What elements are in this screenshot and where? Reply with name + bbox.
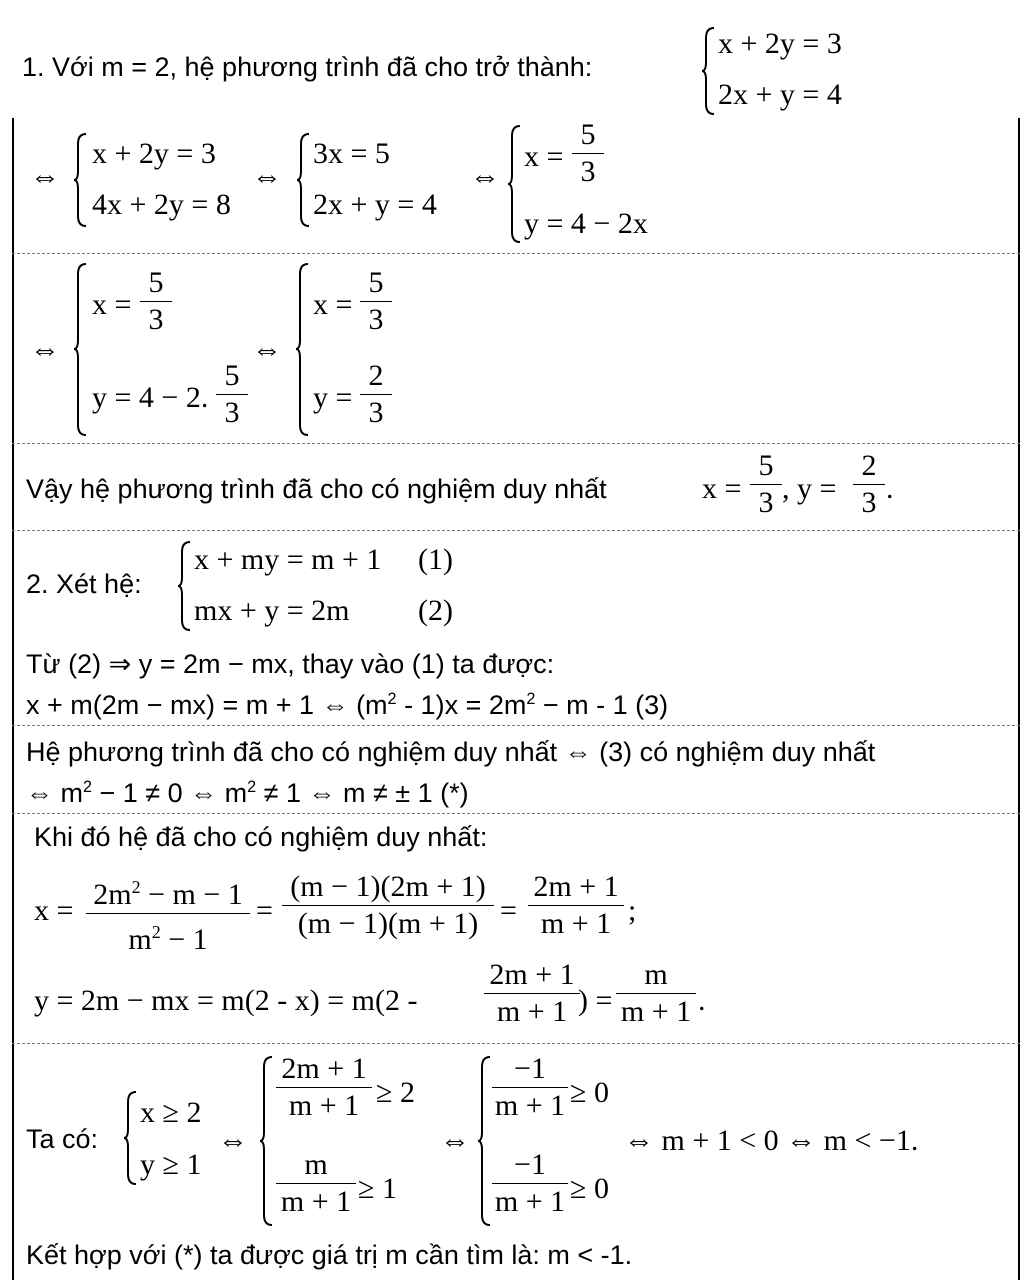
brace <box>124 1090 138 1186</box>
system-eq: 3x = 5 <box>313 137 390 170</box>
intro-text: 1. Với m = 2, hệ phương trình đã cho trở thành: <box>22 52 593 82</box>
iff-symbol: ⇔ <box>440 1124 470 1157</box>
iff-symbol: ⇔ <box>218 1124 248 1157</box>
semicolon: ; <box>628 894 637 927</box>
row-divider <box>12 813 1020 814</box>
brace <box>508 124 522 244</box>
brace <box>478 1055 492 1227</box>
fraction: m m + 1 <box>616 958 696 1029</box>
fraction: 5 3 <box>360 266 392 337</box>
row-divider <box>12 530 1020 531</box>
system-eq: 4x + 2y = 8 <box>92 188 231 221</box>
system-eq: x + 2y = 3 <box>718 27 842 60</box>
fraction: 2m + 1 m + 1 <box>528 870 624 941</box>
x-lhs: x = <box>34 894 74 927</box>
fraction: 2 3 <box>360 359 392 430</box>
fraction: 5 3 <box>216 359 248 430</box>
period: . <box>698 984 706 1017</box>
fraction: −1 m + 1 <box>492 1052 568 1123</box>
brace <box>702 26 716 116</box>
iff-symbol: ⇔ <box>252 160 282 193</box>
system-eq: x = <box>92 288 132 321</box>
inequality: ≥ 2 <box>376 1076 415 1109</box>
system-eq: y = 4 − 2. <box>92 381 209 414</box>
system-eq: 2x + y = 4 <box>718 78 842 111</box>
inequality: ≥ 0 <box>570 1076 609 1109</box>
row-divider <box>12 443 1020 444</box>
unique-condition: Hệ phương trình đã cho có nghiệm duy nhất ⇔ (3) có nghiệm duy nhất <box>26 737 876 767</box>
y-expression: y = 2m − mx = m(2 - x) = m(2 - <box>34 984 418 1017</box>
inequality: ≥ 0 <box>570 1172 609 1205</box>
unique-condition-2: ⇔ $m^2 - 1 \ne 0$ ⇔ $m^2 \ne 1$ ⇔ m ≠ ± 1 (*) <box>26 778 469 808</box>
fraction: 2m + 1 m + 1 <box>484 958 580 1029</box>
khi-do-text: Khi đó hệ đã cho có nghiệm duy nhất: <box>34 822 488 852</box>
eq-tag: (1) <box>418 543 453 576</box>
row-divider <box>12 725 1020 726</box>
condition-y: y ≥ 1 <box>140 1148 202 1181</box>
fraction: m m + 1 <box>276 1148 356 1219</box>
brace <box>74 262 88 437</box>
y-close: ) = <box>578 984 613 1017</box>
iff-symbol: ⇔ <box>30 333 60 366</box>
fraction: $2m^2 - m - 1$ $m^2 - 1$ <box>86 870 250 957</box>
fraction: 2m + 1 m + 1 <box>276 1052 372 1123</box>
brace <box>178 540 192 632</box>
row-divider <box>12 1043 1020 1044</box>
system-eq: x = <box>313 288 353 321</box>
system-eq: 2x + y = 4 <box>313 188 437 221</box>
fraction: (m − 1)(2m + 1) (m − 1)(m + 1) <box>282 870 494 941</box>
fraction: 5 3 <box>140 266 172 337</box>
system-eq: x + 2y = 3 <box>92 137 216 170</box>
equals: = <box>500 894 517 927</box>
conclusion-text: Vậy hệ phương trình đã cho có nghiệm duy nhất <box>26 474 607 504</box>
iff-symbol: ⇔ <box>30 160 60 193</box>
right-border <box>1018 118 1020 1280</box>
eq-tag: (2) <box>418 594 453 627</box>
fraction: 2 3 <box>853 449 885 520</box>
system-eq: y = <box>313 381 353 414</box>
brace <box>296 262 310 437</box>
inequality: ≥ 1 <box>358 1172 397 1205</box>
substitution-text: Từ (2) ⇒ y = 2m − mx, thay vào (1) ta được: <box>26 649 555 679</box>
brace <box>74 132 88 228</box>
iff-symbol: ⇔ <box>252 333 282 366</box>
fraction: 5 3 <box>750 449 782 520</box>
conclusion-x: x = <box>702 472 742 505</box>
xet-he-label: 2. Xét hệ: <box>26 569 142 599</box>
conclusion-y: , y = <box>782 472 837 505</box>
iff-symbol: ⇔ <box>470 160 500 193</box>
fraction: −1 m + 1 <box>492 1148 568 1219</box>
equals: = <box>256 894 273 927</box>
fraction: 5 3 <box>572 118 604 189</box>
row-divider <box>12 253 1020 254</box>
system-eq: x = <box>524 140 564 173</box>
system-eq: mx + y = 2m <box>194 594 350 627</box>
equation-3: x + m(2m − mx) = m + 1 ⇔ $(m^2 - 1)x = 2m^2 - m - 1$ (3) <box>26 690 669 720</box>
brace <box>297 132 311 228</box>
system-eq: x + my = m + 1 <box>194 543 382 576</box>
brace <box>260 1055 274 1227</box>
final-answer: Kết hợp với (*) ta được giá trị m cần tìm là: m < -1. <box>26 1240 633 1270</box>
ta-co-label: Ta có: <box>26 1124 99 1154</box>
period: . <box>886 472 894 505</box>
result: ⇔ m + 1 < 0 ⇔ m < −1. <box>624 1124 919 1157</box>
left-border <box>12 118 14 1280</box>
system-eq: y = 4 − 2x <box>524 207 648 240</box>
condition-x: x ≥ 2 <box>140 1096 202 1129</box>
